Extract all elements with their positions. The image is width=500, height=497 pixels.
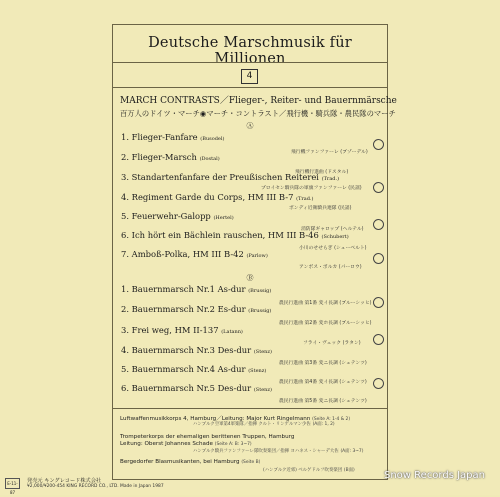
divider <box>113 87 387 88</box>
track-title: 4. Regiment Garde du Corps, HM III B-7 <box>121 192 294 202</box>
side-b-label: Ⓑ <box>246 274 254 282</box>
performer-name: (ハンブルク近郊) ベルゲドルフ吹奏楽団 <box>263 468 343 473</box>
track-marker-circle <box>373 334 384 345</box>
performer-note: (Seite A: B: 3~7) <box>214 442 252 447</box>
track-row <box>121 152 220 162</box>
track-title: 2. Flieger-Marsch <box>121 152 197 162</box>
track-title-japanese: 農民行進曲 第5番 変ニ長調 (シュテンツ) <box>279 399 367 404</box>
track-title: 3. Standartenfanfare der Preußischen Reiterei <box>121 172 319 182</box>
track-title: 6. Ich hört ein Bächlein rauschen, HM III B-46 <box>121 230 319 240</box>
track-marker-circle <box>373 378 384 389</box>
price-line: ¥2,000/¥200-454 KING RECORD CO., LTD. Made in Japan 1987 <box>27 484 164 489</box>
track-title-japanese: 農民行進曲 第4番 変イ長調 (シュテンツ) <box>279 380 367 385</box>
performer-name: Leitung: Oberst Johannes Schade <box>120 441 213 447</box>
track-row <box>121 345 272 355</box>
performer-line <box>193 421 335 427</box>
performer-note: (A面: 3~7) <box>340 449 364 454</box>
track-title-japanese: 飛行機行進曲 (ドスタル) <box>295 170 349 175</box>
track-title-japanese: 小川のせせらぎ (シューベルト) <box>299 246 367 251</box>
track-row <box>121 172 339 182</box>
track-title: 4. Bauernmarsch Nr.3 Des-dur <box>121 345 252 355</box>
track-composer: (Busodel) <box>200 136 225 142</box>
track-composer: (Latann) <box>221 329 243 335</box>
divider <box>113 408 387 409</box>
track-row <box>121 192 313 202</box>
performer-name: ハンブルク空軍第4軍楽隊／指揮 クルト・リンゲルマン少佐 <box>193 422 311 427</box>
track-title-japanese: 農民行進曲 第2番 変ホ長調 (ブルーシッヒ) <box>279 321 372 326</box>
track-title: 3. Frei weg, HM II-137 <box>121 325 219 335</box>
performer-line <box>263 467 355 473</box>
track-composer: (Brussig) <box>248 288 272 294</box>
track-title-japanese: フライ・ヴェック (ラタン) <box>303 341 361 346</box>
performer-name: ハンブルク騎兵ファンファーレ隊吹奏楽団／指揮 ヨハネス・シャーデ大佐 <box>193 449 339 454</box>
track-marker-circle <box>373 297 384 308</box>
album-subtitle-japanese: 百万人のドイツ・マーチ◉マーチ・コントラスト／飛行機・騎兵隊・農民隊のマーチ <box>120 109 396 118</box>
track-title: 5. Bauernmarsch Nr.4 As-dur <box>121 364 246 374</box>
watermark: Snow Records Japan <box>384 470 485 481</box>
divider <box>113 62 387 63</box>
performer-note: (Seite A: 1-4 & 2) <box>312 417 351 422</box>
album-title: Deutsche Marschmusik für Millionen <box>148 35 352 67</box>
publisher-line: 発売元 キングレコード株式会社 <box>27 478 102 484</box>
volume-number: 4 <box>241 69 258 84</box>
catalog-corner-box: E-11-87 <box>5 478 20 489</box>
track-marker-circle <box>373 219 384 230</box>
performer-name: Trompeterkorps der ehemaligen berittenen Truppen, Hamburg <box>120 434 295 440</box>
track-row <box>121 383 272 393</box>
side-a-label: Ⓐ <box>246 122 254 130</box>
performer-name: Luftwaffenmusikkorps 4, Hamburg／Leitung: Major Kurt Ringelmann <box>120 416 311 422</box>
performer-note: (B面) <box>343 468 355 473</box>
track-composer: (Parlow) <box>246 253 268 259</box>
track-composer: (Schubert) <box>321 234 349 240</box>
performer-line <box>120 459 260 465</box>
track-composer: (Trad.) <box>321 176 340 182</box>
track-title-japanese: 農民行進曲 第3番 変ニ長調 (シュテンツ) <box>279 361 367 366</box>
track-row <box>121 325 243 335</box>
track-composer: (Dostal) <box>199 156 220 162</box>
track-title: 6. Bauernmarsch Nr.5 Des-dur <box>121 383 252 393</box>
liner-frame <box>112 24 397 480</box>
track-title-japanese: アンボス・ポルカ (パーロウ) <box>299 265 362 270</box>
track-title: 1. Bauernmarsch Nr.1 As-dur <box>121 284 246 294</box>
track-title-japanese: 農民行進曲 第1番 変イ長調 (ブルーシッヒ) <box>279 301 372 306</box>
track-row <box>121 304 271 314</box>
album-subtitle: MARCH CONTRASTS／Flieger-, Reiter- und Bauernmärsche <box>120 96 397 106</box>
track-composer: (Trad.) <box>296 196 314 202</box>
performer-note: (A面: 1, 2) <box>312 422 335 427</box>
track-title: 1. Flieger-Fanfare <box>121 132 198 142</box>
track-row <box>121 211 234 221</box>
performer-line <box>120 434 294 440</box>
track-composer: (Hertel) <box>213 215 234 221</box>
track-title-japanese: プロイセン騎兵隊の軍旗ファンファーレ (民謡) <box>261 186 362 191</box>
track-composer: (Stenz) <box>253 387 272 393</box>
track-title: 7. Amboß-Polka, HM III B-42 <box>121 249 244 259</box>
track-row <box>121 249 268 259</box>
performer-name: Bergedorfer Blasmusikanten, bei Hamburg <box>120 459 240 465</box>
track-title: 5. Feuerwehr-Galopp <box>121 211 211 221</box>
track-row <box>121 230 349 240</box>
track-row <box>121 284 271 294</box>
track-marker-circle <box>373 139 384 150</box>
track-marker-circle <box>373 182 384 193</box>
performer-note: (Seite B) <box>241 460 261 465</box>
track-composer: (Stenz) <box>248 368 267 374</box>
track-title-japanese: ボンディ近衛騎兵連隊 (民謡) <box>289 206 352 211</box>
track-composer: (Stenz) <box>253 349 272 355</box>
track-row <box>121 132 224 142</box>
track-marker-circle <box>373 253 384 264</box>
track-title-japanese: 消防隊ギャロップ (ヘルテル) <box>301 227 364 232</box>
track-row <box>121 364 266 374</box>
performer-line <box>193 448 363 454</box>
track-title-japanese: 飛行機ファンファーレ (ブゾーデル) <box>291 150 368 155</box>
performer-line <box>120 441 252 447</box>
track-title: 2. Bauernmarsch Nr.2 Es-dur <box>121 304 246 314</box>
track-composer: (Brussig) <box>248 308 272 314</box>
